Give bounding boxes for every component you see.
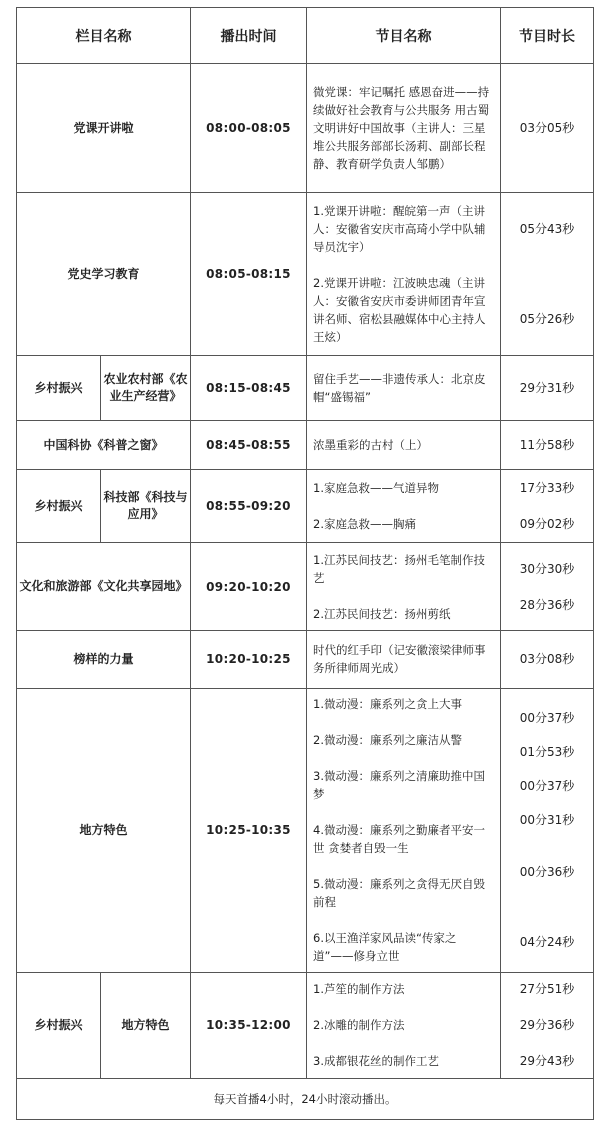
footer-row [17, 1078, 594, 1119]
program-item: 3.成都银花丝的制作工艺 [313, 1054, 439, 1069]
time-cell: 08:15-08:45 [191, 356, 307, 421]
table-row [17, 64, 594, 193]
time-cell: 08:45-08:55 [191, 421, 307, 470]
duration-cell [501, 631, 594, 688]
duration-item: 17分33秒 [519, 481, 575, 496]
table-row [17, 543, 594, 631]
column-cell: 党史学习教育 [17, 193, 191, 356]
duration-cell [501, 972, 594, 1078]
program-item: 1.江苏民间技艺：扬州毛笔制作技艺 [313, 552, 485, 585]
duration-item: 00分36秒 [519, 865, 575, 880]
table-row [17, 631, 594, 688]
table-row [17, 421, 594, 470]
header-duration: 节目时长 [501, 8, 594, 64]
table-row [17, 688, 594, 972]
program-item: 2.微动漫：廉系列之廉洁从警 [313, 733, 462, 748]
column-cell: 乡村振兴 [17, 972, 101, 1078]
program-item: 2.江苏民间技艺：扬州剪纸 [313, 606, 451, 621]
schedule-table [16, 7, 594, 1120]
duration-cell [501, 64, 594, 193]
program-item: 6.以王渔洋家风品读“传家之道”——修身立世 [313, 931, 457, 964]
duration-item: 30分30秒 [519, 561, 575, 576]
program-item: 1.芦笙的制作方法 [313, 982, 405, 997]
program-cell [307, 688, 501, 972]
program-item: 1.家庭急救——气道异物 [313, 481, 439, 496]
time-cell: 09:20-10:20 [191, 543, 307, 631]
time-cell: 08:55-09:20 [191, 470, 307, 543]
duration-item: 28分36秒 [519, 597, 575, 612]
duration-cell [501, 470, 594, 543]
duration-cell [501, 356, 594, 421]
sub-column-cell: 科技部《科技与应用》 [101, 470, 191, 543]
program-item: 1.微动漫：廉系列之贪上大事 [313, 697, 462, 712]
duration-item: 00分37秒 [519, 779, 575, 794]
duration-item: 09分02秒 [519, 517, 575, 532]
column-cell: 中国科协《科普之窗》 [17, 421, 191, 470]
table-row [17, 356, 594, 421]
program-item: 5.微动漫：廉系列之贪得无厌自毁前程 [313, 877, 485, 910]
duration-item: 03分05秒 [519, 121, 575, 136]
column-cell: 榜样的力量 [17, 631, 191, 688]
sub-column-cell: 农业农村部《农业生产经营》 [101, 356, 191, 421]
column-cell: 乡村振兴 [17, 356, 101, 421]
program-item: 1.党课开讲啦：醒皖第一声（主讲人：安徽省安庆市高琦小学中队辅导员沈宇） [313, 204, 486, 255]
program-cell [307, 356, 501, 421]
column-cell: 党课开讲啦 [17, 64, 191, 193]
time-cell: 10:20-10:25 [191, 631, 307, 688]
duration-cell [501, 543, 594, 631]
program-item: 留住手艺——非遗传承人：北京皮帽“盛锡福” [313, 372, 486, 405]
program-cell [307, 631, 501, 688]
program-item: 3.微动漫：廉系列之清廉助推中国梦 [313, 769, 485, 802]
duration-cell [501, 193, 594, 356]
program-cell [307, 193, 501, 356]
program-item: 浓墨重彩的古村（上） [313, 438, 428, 453]
program-cell [307, 543, 501, 631]
duration-item: 03分08秒 [519, 652, 575, 667]
table-row [17, 972, 594, 1078]
duration-item: 11分58秒 [519, 438, 575, 453]
header-program-name: 节目名称 [307, 8, 501, 64]
duration-item: 00分37秒 [519, 711, 575, 726]
duration-item: 00分31秒 [519, 813, 575, 828]
duration-item: 27分51秒 [519, 982, 575, 997]
table-row [17, 470, 594, 543]
program-cell [307, 421, 501, 470]
sub-column-cell: 地方特色 [101, 972, 191, 1078]
program-cell [307, 64, 501, 193]
program-item: 2.党课开讲啦：江波映忠魂（主讲人：安徽省安庆市委讲师团青年宣讲名师、宿松县融媒体中心主持人王炫） [313, 276, 486, 345]
time-cell: 08:05-08:15 [191, 193, 307, 356]
table-row [17, 193, 594, 356]
duration-cell [501, 688, 594, 972]
header-column-name: 栏目名称 [17, 8, 191, 64]
program-cell [307, 972, 501, 1078]
column-cell: 乡村振兴 [17, 470, 101, 543]
duration-item: 01分53秒 [519, 745, 575, 760]
footer-note: 每天首播4小时，24小时滚动播出。 [17, 1078, 594, 1119]
column-cell: 文化和旅游部《文化共享园地》 [17, 543, 191, 631]
duration-item: 04分24秒 [519, 935, 575, 950]
program-item: 2.冰雕的制作方法 [313, 1018, 405, 1033]
header-row [17, 8, 594, 64]
duration-cell [501, 421, 594, 470]
duration-item: 05分26秒 [519, 312, 575, 327]
column-cell: 地方特色 [17, 688, 191, 972]
program-item: 4.微动漫：廉系列之勤廉者平安一世 贪婪者自毁一生 [313, 823, 485, 856]
duration-item: 29分43秒 [519, 1054, 575, 1069]
time-cell: 10:35-12:00 [191, 972, 307, 1078]
program-cell [307, 470, 501, 543]
duration-item: 05分43秒 [519, 222, 575, 237]
header-broadcast-time: 播出时间 [191, 8, 307, 64]
program-item: 时代的红手印（记安徽滚梁律师事务所律师周光成） [313, 643, 486, 676]
time-cell: 10:25-10:35 [191, 688, 307, 972]
program-item: 2.家庭急救——胸痛 [313, 517, 416, 532]
duration-item: 29分36秒 [519, 1018, 575, 1033]
duration-item: 29分31秒 [519, 381, 575, 396]
time-cell: 08:00-08:05 [191, 64, 307, 193]
program-item: 微党课：牢记嘱托 感恩奋进——持续做好社会教育与公共服务 用古蜀文明讲好中国故事（主讲人：三星堆公共服务部部长汤莉、副部长程静、教育研学负责人邹鹏） [313, 85, 490, 172]
